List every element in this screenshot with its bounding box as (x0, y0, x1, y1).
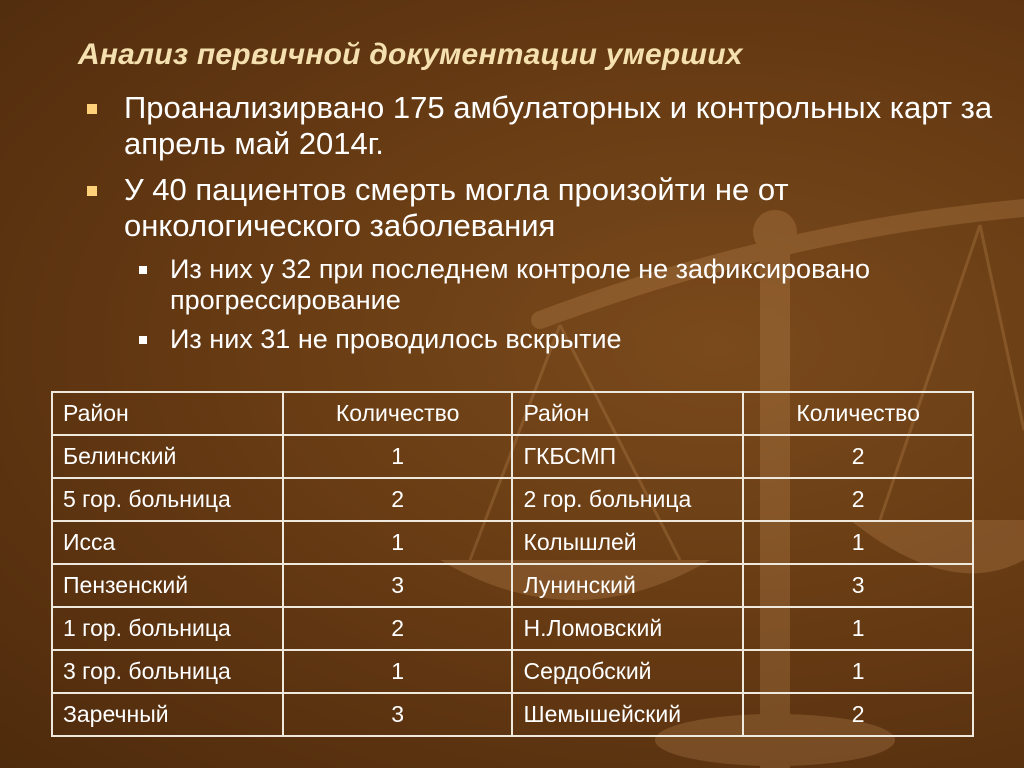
table-row (52, 478, 973, 521)
bullet-text: Проанализирвано 175 амбулаторных и контрольных карт за апрель май 2014г. (124, 90, 993, 161)
sub-bullet-item (82, 324, 1002, 355)
table-row (52, 607, 973, 650)
count-cell: 1 (283, 521, 513, 564)
header-count: Количество (283, 392, 513, 435)
slide-title: Анализ первичной документации умерших (78, 38, 743, 71)
table-row (52, 521, 973, 564)
count-cell: 2 (743, 478, 973, 521)
square-bullet-icon (87, 186, 97, 196)
district-cell: Лунинский (512, 564, 743, 607)
count-cell: 1 (743, 521, 973, 564)
district-cell: 5 гор. больница (52, 478, 283, 521)
sub-bullet-text: Из них 31 не проводилось вскрытие (170, 324, 622, 354)
count-cell: 3 (743, 564, 973, 607)
district-cell: ГКБСМП (512, 435, 743, 478)
table-row (52, 435, 973, 478)
square-bullet-icon (87, 104, 97, 114)
sub-bullet-text: Из них у 32 при последнем контроле не зафиксировано прогрессирование (170, 254, 871, 315)
count-cell: 2 (283, 478, 513, 521)
table-header-row (52, 392, 973, 435)
bullet-text: У 40 пациентов смерть могла произойти не от онкологического заболевания (124, 172, 789, 243)
district-cell: Шемышейский (512, 693, 743, 736)
header-district: Район (52, 392, 283, 435)
district-cell: Пензенский (52, 564, 283, 607)
header-district: Район (512, 392, 743, 435)
district-cell: Исса (52, 521, 283, 564)
count-cell: 3 (283, 693, 513, 736)
count-cell: 1 (283, 650, 513, 693)
count-cell: 2 (743, 435, 973, 478)
sub-bullet-item (82, 254, 1002, 316)
district-cell: 1 гор. больница (52, 607, 283, 650)
square-bullet-icon (139, 266, 147, 274)
district-cell: 3 гор. больница (52, 650, 283, 693)
square-bullet-icon (139, 336, 147, 344)
district-cell: Колышлей (512, 521, 743, 564)
table-row (52, 693, 973, 736)
count-cell: 1 (743, 607, 973, 650)
bullet-list (82, 90, 1002, 363)
district-cell: Н.Ломовский (512, 607, 743, 650)
table-row (52, 564, 973, 607)
count-cell: 1 (743, 650, 973, 693)
count-cell: 2 (743, 693, 973, 736)
table-row (52, 650, 973, 693)
district-cell: 2 гор. больница (512, 478, 743, 521)
bullet-item (82, 172, 1002, 244)
district-cell: Сердобский (512, 650, 743, 693)
header-count: Количество (743, 392, 973, 435)
count-cell: 2 (283, 607, 513, 650)
district-cell: Белинский (52, 435, 283, 478)
district-cell: Заречный (52, 693, 283, 736)
district-count-table (51, 391, 974, 737)
count-cell: 1 (283, 435, 513, 478)
bullet-item (82, 90, 1002, 162)
count-cell: 3 (283, 564, 513, 607)
